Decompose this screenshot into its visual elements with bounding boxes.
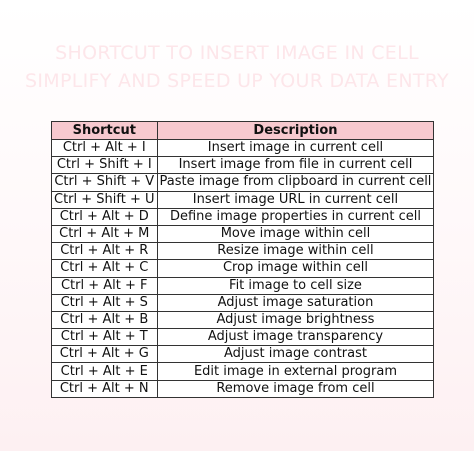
table-row (52, 294, 434, 311)
table-row (52, 346, 434, 363)
cell-description: Resize image within cell (157, 243, 434, 260)
table-row (52, 260, 434, 277)
cell-shortcut: Ctrl + Alt + M (52, 225, 158, 242)
cell-shortcut: Ctrl + Shift + I (52, 157, 158, 174)
cell-description: Insert image in current cell (157, 140, 434, 157)
cell-description: Adjust image contrast (157, 346, 434, 363)
cell-description: Paste image from clipboard in current cell (157, 174, 434, 191)
cell-shortcut: Ctrl + Shift + U (52, 191, 158, 208)
cell-description: Adjust image brightness (157, 311, 434, 328)
cell-shortcut: Ctrl + Alt + D (52, 208, 158, 225)
cell-shortcut: Ctrl + Alt + E (52, 363, 158, 380)
cell-shortcut: Ctrl + Alt + G (52, 346, 158, 363)
cell-description: Insert image from file in current cell (157, 157, 434, 174)
table-row (52, 174, 434, 191)
cell-description: Adjust image transparency (157, 329, 434, 346)
cell-shortcut: Ctrl + Alt + C (52, 260, 158, 277)
cell-description: Adjust image saturation (157, 294, 434, 311)
table-row (52, 243, 434, 260)
cell-description: Move image within cell (157, 225, 434, 242)
table-row (52, 329, 434, 346)
page-subtitle: SIMPLIFY AND SPEED UP YOUR DATA ENTRY (25, 70, 449, 92)
cell-description: Edit image in external program (157, 363, 434, 380)
cell-shortcut: Ctrl + Alt + B (52, 311, 158, 328)
cell-description: Remove image from cell (157, 380, 434, 397)
cell-description: Fit image to cell size (157, 277, 434, 294)
cell-description: Insert image URL in current cell (157, 191, 434, 208)
table-row (52, 363, 434, 380)
cell-shortcut: Ctrl + Alt + F (52, 277, 158, 294)
table-row (52, 311, 434, 328)
table-row (52, 157, 434, 174)
table-row (52, 225, 434, 242)
table-row (52, 277, 434, 294)
table-row (52, 140, 434, 157)
cell-shortcut: Ctrl + Alt + R (52, 243, 158, 260)
column-header-description: Description (157, 122, 434, 140)
cell-description: Crop image within cell (157, 260, 434, 277)
cell-description: Define image properties in current cell (157, 208, 434, 225)
table-row (52, 380, 434, 397)
table-row (52, 208, 434, 225)
table-header-row (52, 122, 434, 140)
table-body (52, 140, 434, 398)
page-title: SHORTCUT TO INSERT IMAGE IN CELL (55, 42, 419, 64)
cell-shortcut: Ctrl + Alt + S (52, 294, 158, 311)
cell-shortcut: Ctrl + Shift + V (52, 174, 158, 191)
column-header-shortcut: Shortcut (52, 122, 158, 140)
cell-shortcut: Ctrl + Alt + T (52, 329, 158, 346)
cell-shortcut: Ctrl + Alt + N (52, 380, 158, 397)
cell-shortcut: Ctrl + Alt + I (52, 140, 158, 157)
table-row (52, 191, 434, 208)
shortcuts-table (51, 121, 434, 398)
